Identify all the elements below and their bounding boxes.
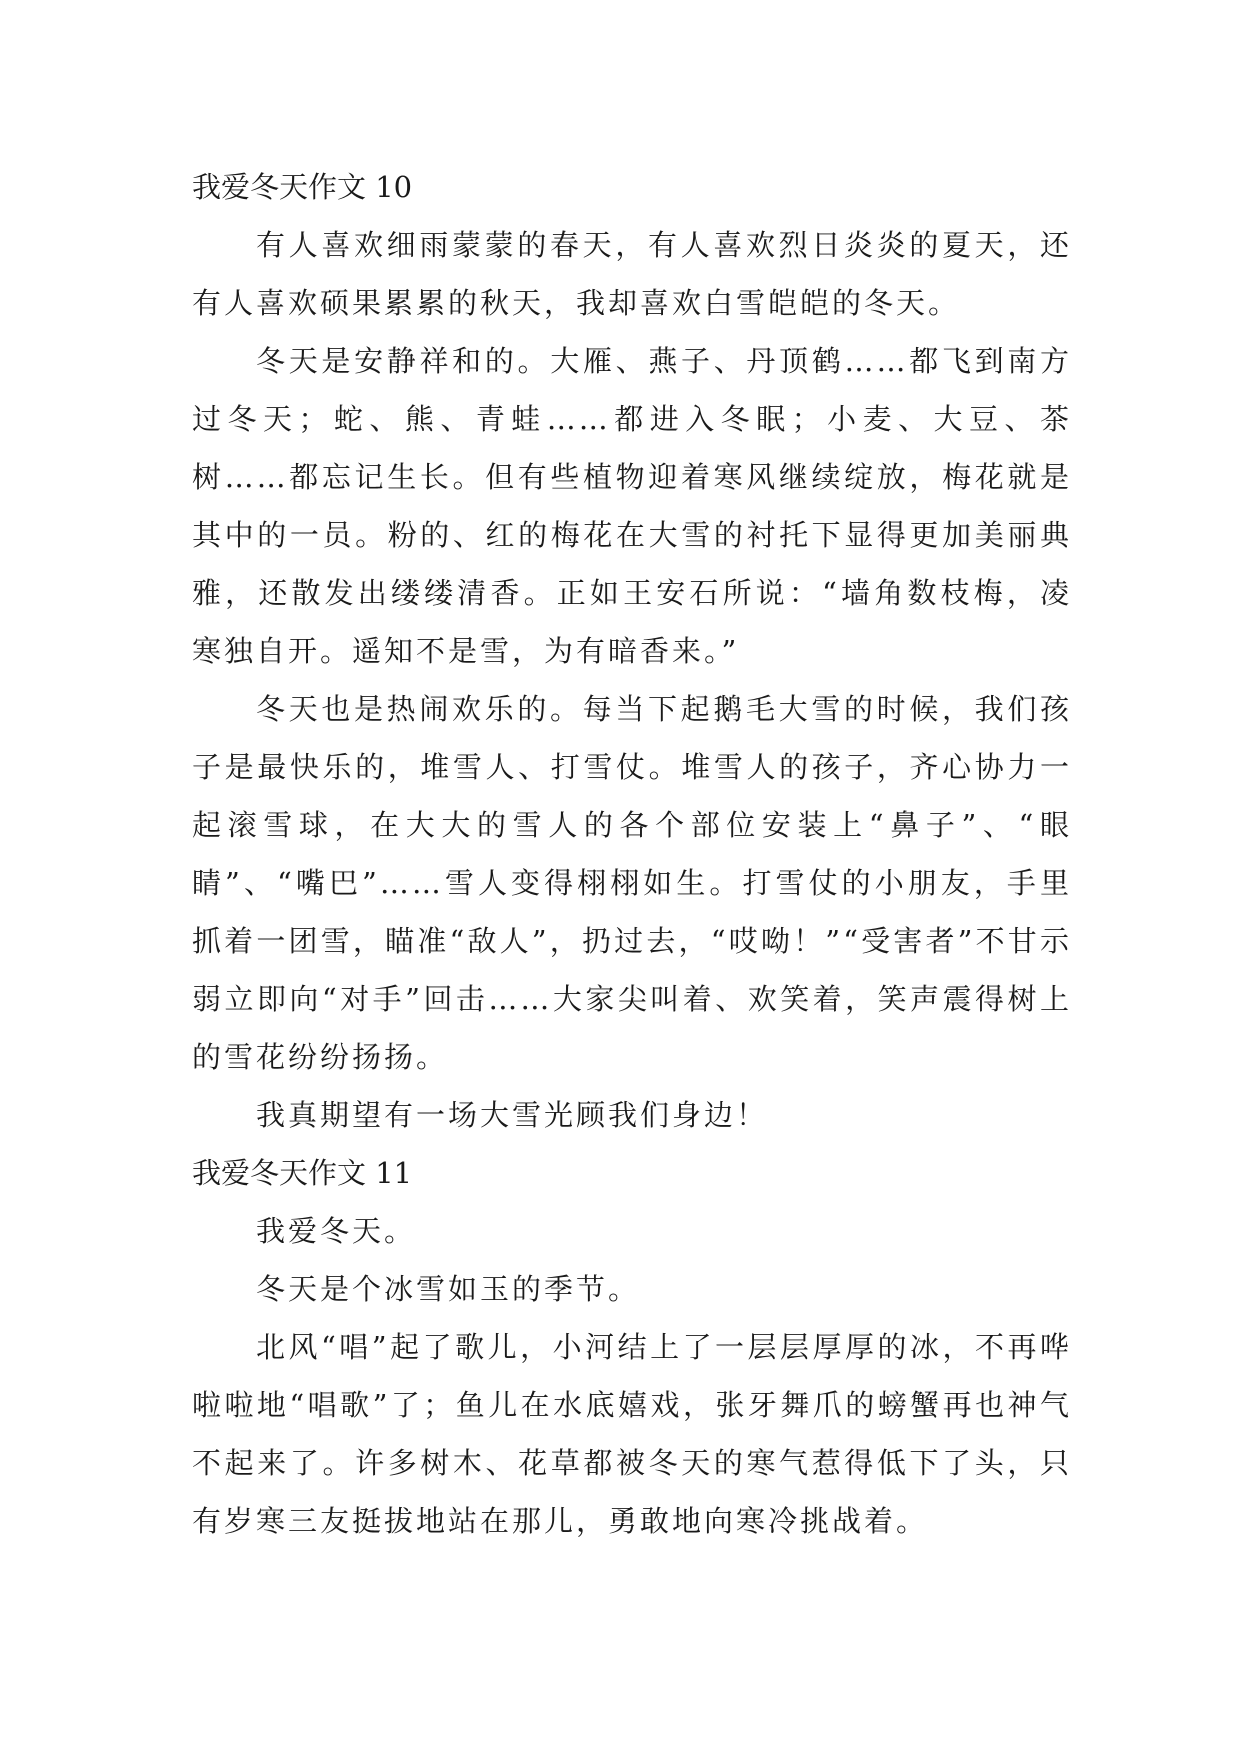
document-page: [192, 158, 1072, 1550]
essay-10-paragraph-3: 冬天也是热闹欢乐的。每当下起鹅毛大雪的时候，我们孩子是最快乐的，堆雪人、打雪仗。堆雪人的孩子，齐心协力一起滚雪球，在大大的雪人的各个部位安装上“鼻子”、“眼睛”、“嘴巴”……雪人变得栩栩如生。打雪仗的小朋友，手里抓着一团雪，瞄准“敌人”，扔过去，“哎呦！”“受害者”不甘示弱立即向“对手”回击……大家尖叫着、欢笑着，笑声震得树上的雪花纷纷扬扬。: [192, 692, 1072, 1074]
essay-11-paragraph-3: 北风“唱”起了歌儿，小河结上了一层层厚厚的冰，不再哗啦啦地“唱歌”了；鱼儿在水底嬉戏，张牙舞爪的螃蟹再也神气不起来了。许多树木、花草都被冬天的寒气惹得低下了头，只有岁寒三友挺拔地站在那儿，勇敢地向寒冷挑战着。: [192, 1330, 1072, 1538]
essay-10-paragraph-1: 有人喜欢细雨蒙蒙的春天，有人喜欢烈日炎炎的夏天，还有人喜欢硕果累累的秋天，我却喜欢白雪皑皑的冬天。: [192, 228, 1072, 320]
essay-10-title: 我爱冬天作文 10: [192, 170, 413, 204]
essay-11-paragraph-1: 我爱冬天。: [256, 1214, 417, 1248]
essay-11-title: 我爱冬天作文 11: [192, 1156, 413, 1190]
essay-11-paragraph-2: 冬天是个冰雪如玉的季节。: [256, 1272, 641, 1306]
essay-10-paragraph-2: 冬天是安静祥和的。大雁、燕子、丹顶鹤……都飞到南方过冬天；蛇、熊、青蛙……都进入冬眠；小麦、大豆、茶树……都忘记生长。但有些植物迎着寒风继续绽放，梅花就是其中的一员。粉的、红的梅花在大雪的衬托下显得更加美丽典雅，还散发出缕缕清香。正如王安石所说：“墙角数枝梅，凌寒独自开。遥知不是雪，为有暗香来。”: [192, 344, 1072, 668]
essay-10-paragraph-4: 我真期望有一场大雪光顾我们身边！: [256, 1098, 769, 1132]
